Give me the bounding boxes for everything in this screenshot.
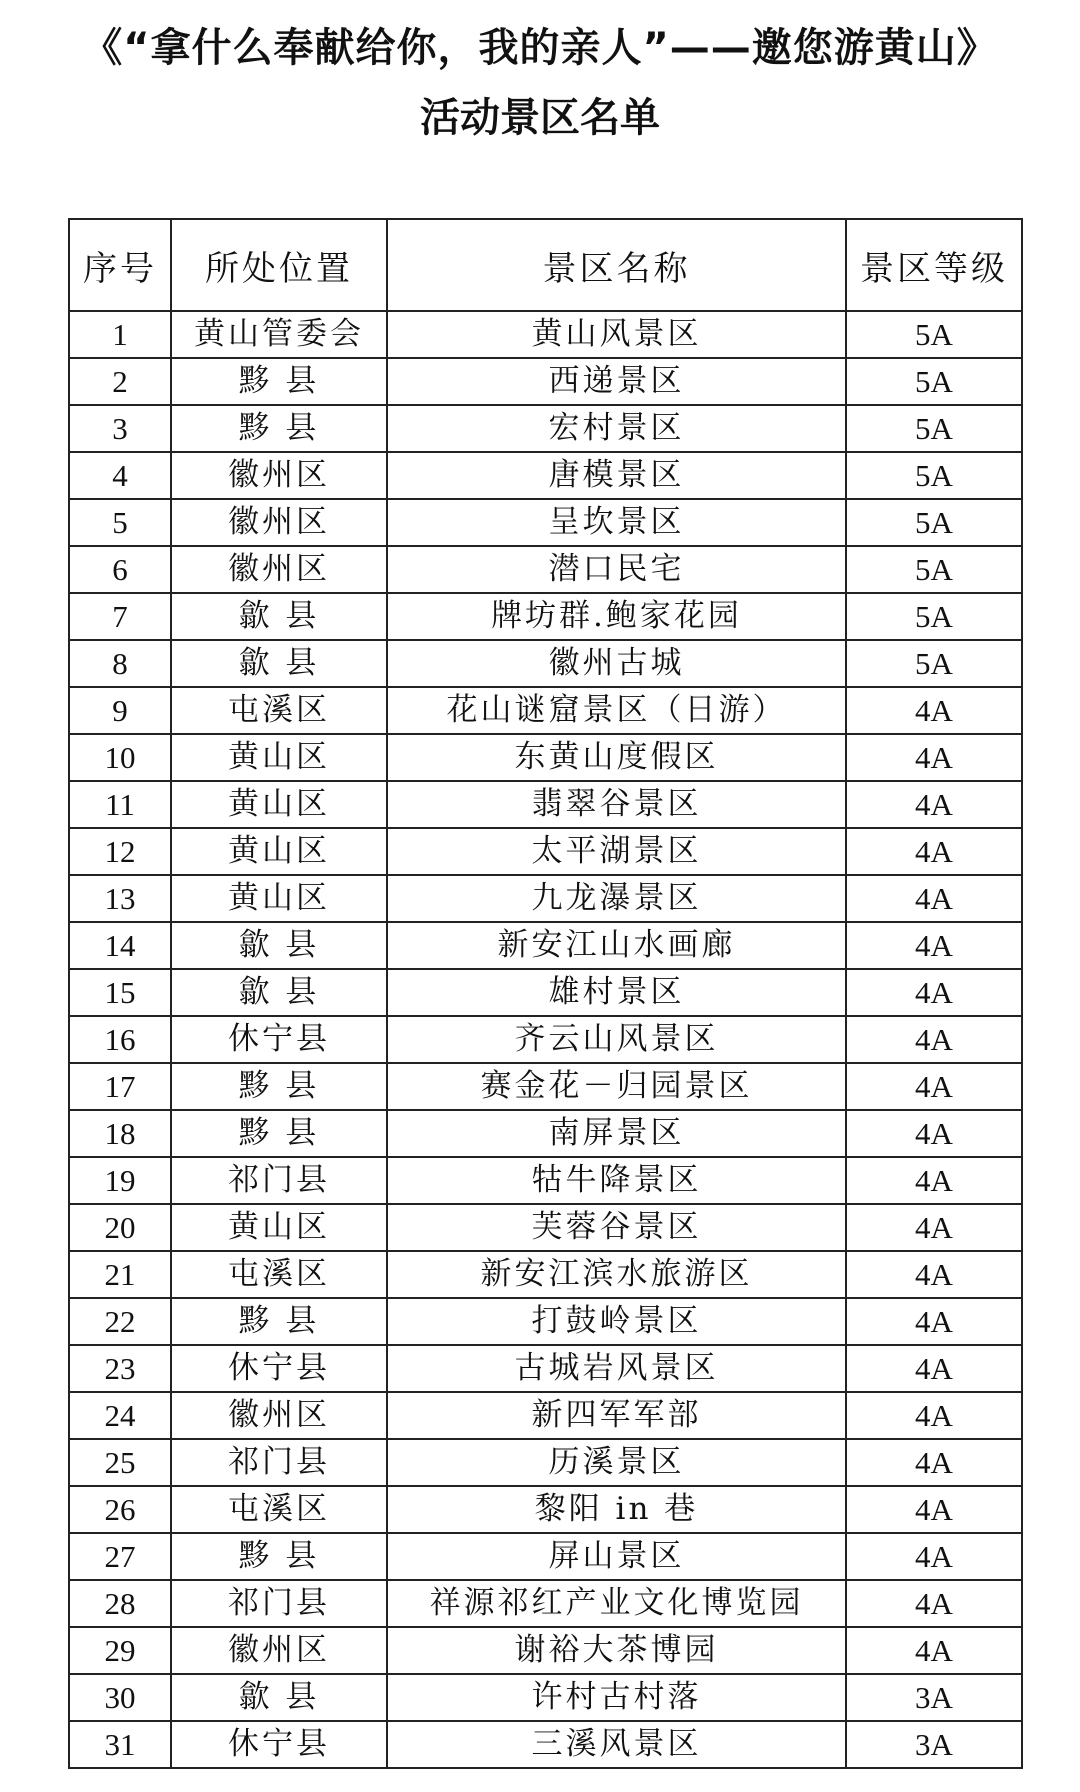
row-grade: 4A: [846, 1157, 1022, 1204]
row-number: 5: [69, 499, 171, 546]
row-grade: 4A: [846, 1392, 1022, 1439]
row-number: 23: [69, 1345, 171, 1392]
page-subtitle: 活动景区名单: [420, 95, 660, 141]
header-location: 所处位置: [171, 219, 387, 311]
table-row: [69, 1439, 1022, 1486]
row-number: 13: [69, 875, 171, 922]
page-title: 《“拿什么奉献给你，我的亲人”——邀您游黄山》: [82, 25, 998, 71]
row-scenic-name: 呈坎景区: [387, 499, 846, 546]
table-row: [69, 1204, 1022, 1251]
table-row: [69, 1298, 1022, 1345]
row-grade: 5A: [846, 452, 1022, 499]
row-location: 歙 县: [171, 593, 387, 640]
table-row: [69, 405, 1022, 452]
row-number: 26: [69, 1486, 171, 1533]
row-scenic-name: 古城岩风景区: [387, 1345, 846, 1392]
table-row: [69, 781, 1022, 828]
table-row: [69, 1016, 1022, 1063]
row-scenic-name: 翡翠谷景区: [387, 781, 846, 828]
row-number: 29: [69, 1627, 171, 1674]
row-location: 屯溪区: [171, 1251, 387, 1298]
row-grade: 4A: [846, 828, 1022, 875]
table-row: [69, 1110, 1022, 1157]
row-grade: 4A: [846, 1251, 1022, 1298]
table-row: [69, 875, 1022, 922]
row-number: 9: [69, 687, 171, 734]
row-scenic-name: 东黄山度假区: [387, 734, 846, 781]
row-scenic-name: 新安江山水画廊: [387, 922, 846, 969]
row-number: 7: [69, 593, 171, 640]
row-scenic-name: 潜口民宅: [387, 546, 846, 593]
row-grade: 4A: [846, 1439, 1022, 1486]
header-no: 序号: [69, 219, 171, 311]
row-grade: 4A: [846, 1110, 1022, 1157]
row-number: 20: [69, 1204, 171, 1251]
row-number: 8: [69, 640, 171, 687]
row-location: 祁门县: [171, 1580, 387, 1627]
row-location: 黄山区: [171, 734, 387, 781]
row-location: 屯溪区: [171, 687, 387, 734]
row-number: 3: [69, 405, 171, 452]
table-row: [69, 734, 1022, 781]
row-number: 6: [69, 546, 171, 593]
table-row: [69, 922, 1022, 969]
row-scenic-name: 黎阳 in 巷: [387, 1486, 846, 1533]
table-row: [69, 452, 1022, 499]
row-location: 黟 县: [171, 1533, 387, 1580]
row-grade: 5A: [846, 546, 1022, 593]
row-location: 休宁县: [171, 1016, 387, 1063]
row-scenic-name: 屏山景区: [387, 1533, 846, 1580]
row-number: 18: [69, 1110, 171, 1157]
row-grade: 4A: [846, 1533, 1022, 1580]
row-scenic-name: 齐云山风景区: [387, 1016, 846, 1063]
table-row: [69, 311, 1022, 358]
row-location: 休宁县: [171, 1345, 387, 1392]
table-row: [69, 640, 1022, 687]
row-grade: 4A: [846, 1627, 1022, 1674]
row-number: 24: [69, 1392, 171, 1439]
row-scenic-name: 谢裕大茶博园: [387, 1627, 846, 1674]
row-scenic-name: 黄山风景区: [387, 311, 846, 358]
row-scenic-name: 新四军军部: [387, 1392, 846, 1439]
row-scenic-name: 牯牛降景区: [387, 1157, 846, 1204]
row-number: 10: [69, 734, 171, 781]
row-number: 30: [69, 1674, 171, 1721]
row-grade: 5A: [846, 358, 1022, 405]
row-number: 16: [69, 1016, 171, 1063]
row-grade: 4A: [846, 922, 1022, 969]
row-grade: 4A: [846, 1345, 1022, 1392]
row-number: 11: [69, 781, 171, 828]
table-row: [69, 499, 1022, 546]
row-scenic-name: 祥源祁红产业文化博览园: [387, 1580, 846, 1627]
row-location: 黟 县: [171, 1063, 387, 1110]
row-scenic-name: 三溪风景区: [387, 1721, 846, 1768]
row-location: 祁门县: [171, 1157, 387, 1204]
table-row: [69, 358, 1022, 405]
row-scenic-name: 宏村景区: [387, 405, 846, 452]
row-location: 歙 县: [171, 640, 387, 687]
row-scenic-name: 赛金花－归园景区: [387, 1063, 846, 1110]
table-row: [69, 687, 1022, 734]
row-number: 17: [69, 1063, 171, 1110]
row-grade: 5A: [846, 405, 1022, 452]
header-name: 景区名称: [387, 219, 846, 311]
row-number: 14: [69, 922, 171, 969]
row-grade: 4A: [846, 1486, 1022, 1533]
row-scenic-name: 花山谜窟景区（日游）: [387, 687, 846, 734]
table-header-row: [69, 219, 1022, 311]
row-grade: 4A: [846, 1016, 1022, 1063]
row-location: 黄山区: [171, 828, 387, 875]
row-number: 19: [69, 1157, 171, 1204]
row-scenic-name: 许村古村落: [387, 1674, 846, 1721]
table-row: [69, 1486, 1022, 1533]
row-location: 黄山管委会: [171, 311, 387, 358]
row-number: 15: [69, 969, 171, 1016]
table-row: [69, 1721, 1022, 1768]
row-grade: 5A: [846, 311, 1022, 358]
header-grade: 景区等级: [846, 219, 1022, 311]
table-row: [69, 1345, 1022, 1392]
row-grade: 4A: [846, 1063, 1022, 1110]
row-number: 31: [69, 1721, 171, 1768]
table-row: [69, 1063, 1022, 1110]
row-number: 12: [69, 828, 171, 875]
row-grade: 4A: [846, 1298, 1022, 1345]
table-row: [69, 1627, 1022, 1674]
table-row: [69, 969, 1022, 1016]
table-row: [69, 1251, 1022, 1298]
table-row: [69, 1674, 1022, 1721]
row-number: 2: [69, 358, 171, 405]
table-row: [69, 1533, 1022, 1580]
row-location: 徽州区: [171, 1627, 387, 1674]
row-number: 28: [69, 1580, 171, 1627]
table-row: [69, 1392, 1022, 1439]
row-grade: 4A: [846, 781, 1022, 828]
row-scenic-name: 历溪景区: [387, 1439, 846, 1486]
row-location: 黄山区: [171, 781, 387, 828]
table-row: [69, 1580, 1022, 1627]
row-grade: 5A: [846, 499, 1022, 546]
row-location: 祁门县: [171, 1439, 387, 1486]
row-grade: 4A: [846, 1204, 1022, 1251]
row-grade: 3A: [846, 1721, 1022, 1768]
table-body: [69, 311, 1022, 1768]
row-number: 4: [69, 452, 171, 499]
row-grade: 3A: [846, 1674, 1022, 1721]
row-grade: 5A: [846, 593, 1022, 640]
row-location: 黟 县: [171, 358, 387, 405]
row-scenic-name: 芙蓉谷景区: [387, 1204, 846, 1251]
row-location: 休宁县: [171, 1721, 387, 1768]
row-scenic-name: 牌坊群.鲍家花园: [387, 593, 846, 640]
row-location: 黟 县: [171, 1110, 387, 1157]
row-location: 歙 县: [171, 1674, 387, 1721]
row-location: 黄山区: [171, 875, 387, 922]
row-location: 黄山区: [171, 1204, 387, 1251]
scenic-area-table: [68, 218, 1023, 1769]
row-location: 徽州区: [171, 452, 387, 499]
row-location: 徽州区: [171, 499, 387, 546]
row-scenic-name: 南屏景区: [387, 1110, 846, 1157]
row-scenic-name: 徽州古城: [387, 640, 846, 687]
row-scenic-name: 雄村景区: [387, 969, 846, 1016]
row-scenic-name: 西递景区: [387, 358, 846, 405]
row-grade: 4A: [846, 969, 1022, 1016]
table-row: [69, 828, 1022, 875]
row-location: 歙 县: [171, 922, 387, 969]
row-scenic-name: 唐模景区: [387, 452, 846, 499]
table-row: [69, 593, 1022, 640]
row-scenic-name: 打鼓岭景区: [387, 1298, 846, 1345]
row-grade: 4A: [846, 1580, 1022, 1627]
row-number: 22: [69, 1298, 171, 1345]
table-row: [69, 1157, 1022, 1204]
row-location: 黟 县: [171, 1298, 387, 1345]
row-location: 屯溪区: [171, 1486, 387, 1533]
row-scenic-name: 新安江滨水旅游区: [387, 1251, 846, 1298]
row-location: 徽州区: [171, 546, 387, 593]
row-number: 27: [69, 1533, 171, 1580]
row-grade: 4A: [846, 875, 1022, 922]
row-scenic-name: 九龙瀑景区: [387, 875, 846, 922]
row-location: 黟 县: [171, 405, 387, 452]
table-row: [69, 546, 1022, 593]
row-grade: 4A: [846, 687, 1022, 734]
row-number: 1: [69, 311, 171, 358]
row-scenic-name: 太平湖景区: [387, 828, 846, 875]
row-location: 徽州区: [171, 1392, 387, 1439]
row-location: 歙 县: [171, 969, 387, 1016]
row-number: 25: [69, 1439, 171, 1486]
row-grade: 5A: [846, 640, 1022, 687]
row-number: 21: [69, 1251, 171, 1298]
row-grade: 4A: [846, 734, 1022, 781]
